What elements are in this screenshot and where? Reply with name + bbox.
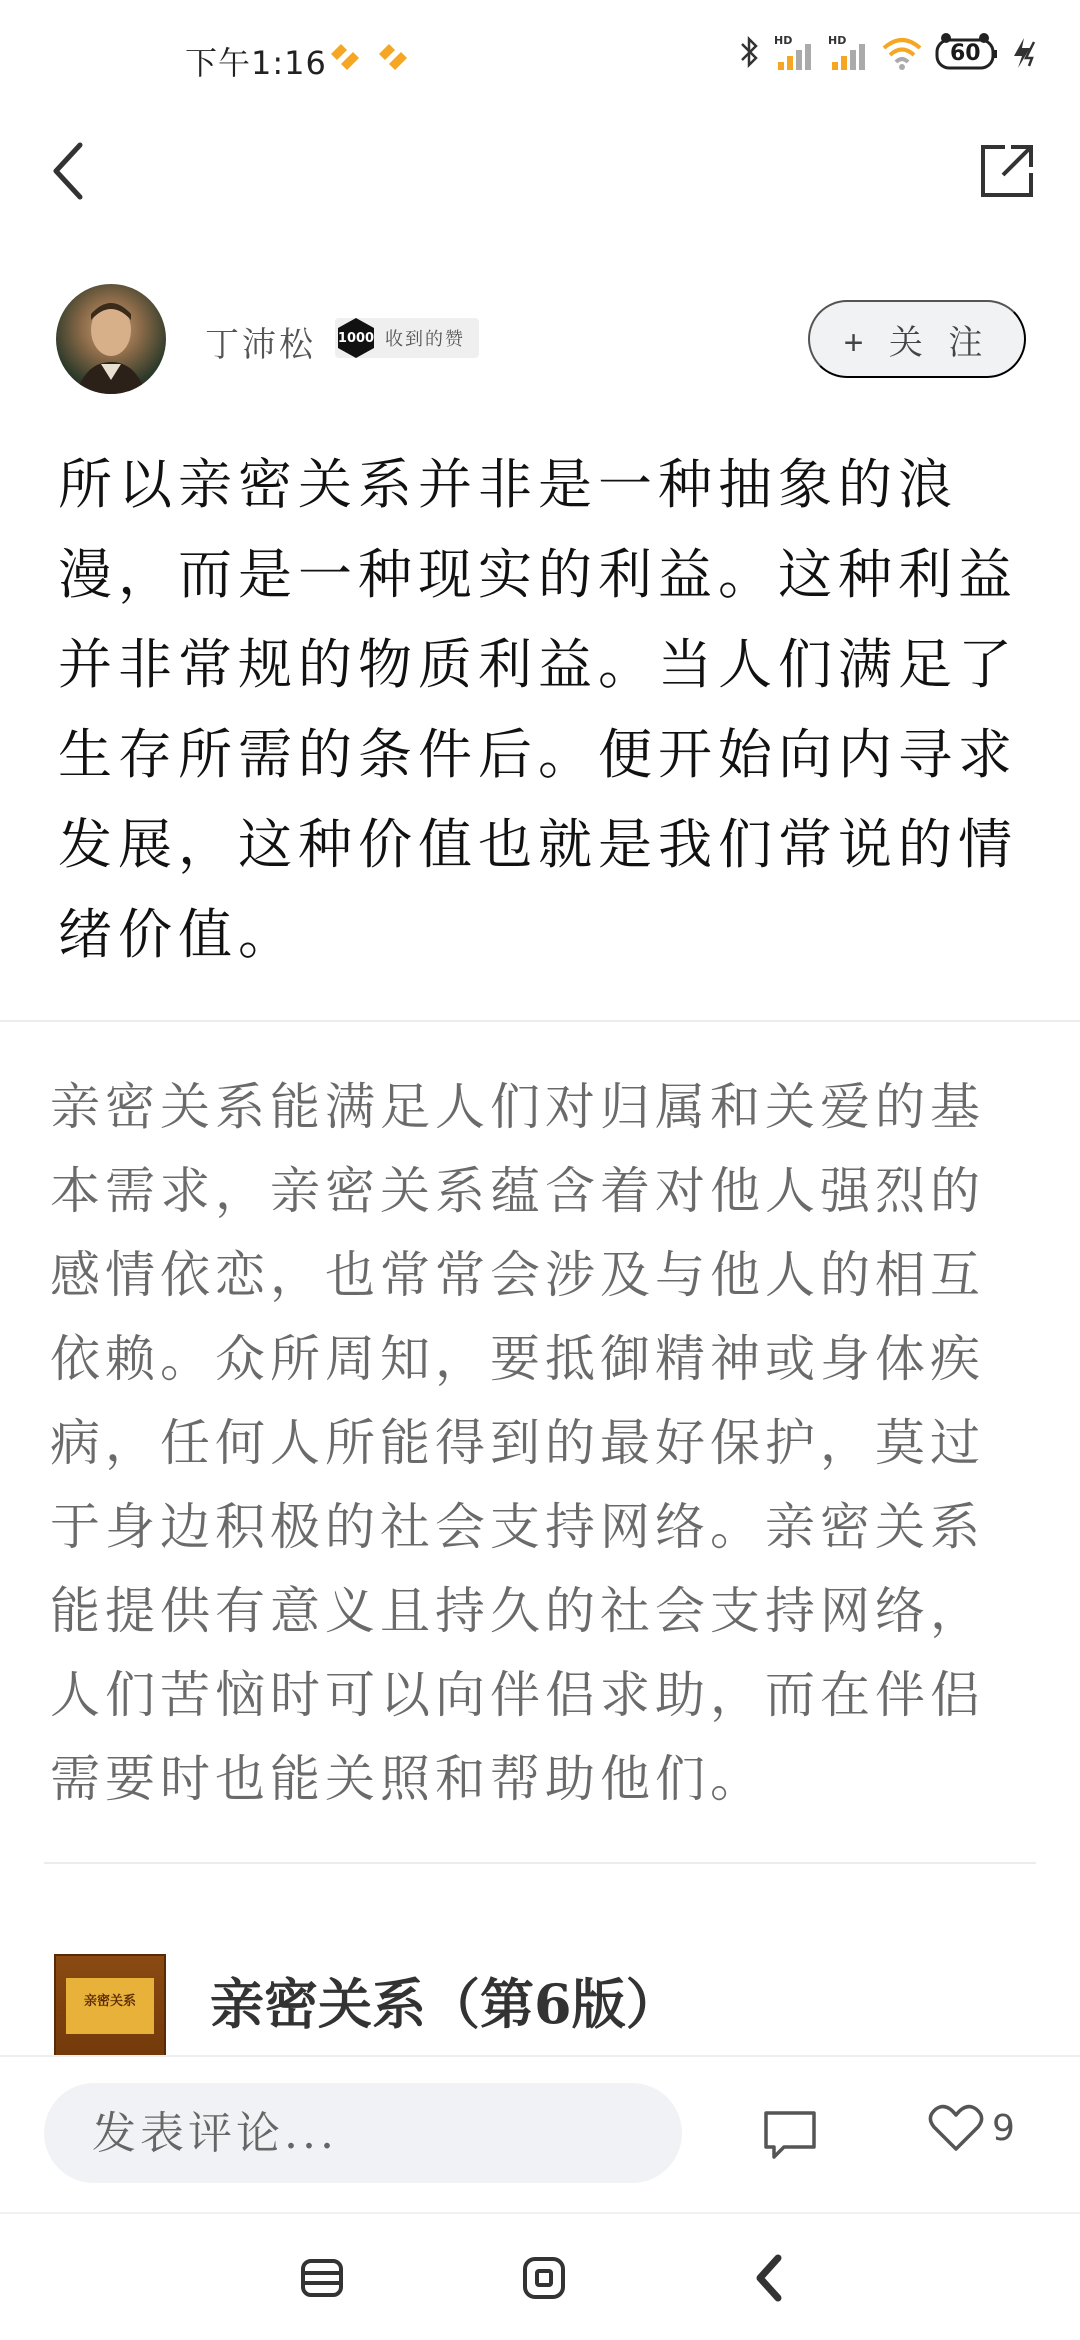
author-row (0, 280, 1080, 400)
post-quote: 所以亲密关系并非是一种抽象的浪漫，而是一种现实的利益。这种利益并非常规的物质利益。当人们满足了生存所需的条件后。便开始向内寻求发展，这种价值也就是我们常说的情绪价值。 (58, 453, 1018, 966)
heart-icon (928, 2103, 984, 2153)
book-title: 亲密关系（第6版） (210, 1972, 680, 2036)
app-notification-icon (325, 40, 365, 74)
battery-level: 60 (950, 41, 981, 66)
back-arrow-icon (48, 141, 88, 201)
signal-icon (772, 32, 816, 72)
back-button[interactable] (40, 136, 96, 206)
comment-icon (762, 2109, 818, 2161)
action-bar (0, 2055, 1080, 2210)
avatar[interactable] (56, 284, 166, 394)
svg-text:HD: HD (774, 34, 793, 47)
system-nav-bar (0, 2212, 1080, 2340)
likes-badge-label: 收到的赞 (385, 329, 465, 350)
system-status-icons (738, 32, 1040, 72)
home-button[interactable] (514, 2248, 574, 2308)
divider (0, 1020, 1080, 1022)
like-button[interactable] (928, 2103, 1015, 2153)
notification-icons (325, 40, 413, 74)
comment-input[interactable] (44, 2083, 682, 2183)
follow-button[interactable]: + 关 注 (808, 300, 1026, 378)
signal-icon (826, 32, 870, 72)
divider (44, 1862, 1036, 1864)
hexagon-badge-icon (335, 317, 377, 359)
book-cover-title: 亲密关系 (83, 1994, 136, 2009)
comment-button[interactable] (760, 2107, 820, 2163)
top-nav (0, 110, 1080, 230)
book-cover (54, 1954, 166, 2060)
menu-icon (300, 2258, 344, 2298)
likes-badge (335, 318, 479, 358)
charging-icon (1010, 32, 1040, 72)
author-name[interactable]: 丁沛松 (205, 325, 316, 365)
avatar-image (56, 284, 166, 394)
bluetooth-icon (738, 32, 762, 72)
system-back-icon (750, 2254, 790, 2302)
svg-text:HD: HD (828, 34, 847, 47)
status-bar (0, 0, 1080, 110)
status-time: 下午1:16 (185, 44, 327, 82)
likes-badge-count: 1000 (337, 330, 375, 346)
share-button[interactable] (974, 138, 1040, 204)
system-back-button[interactable] (740, 2248, 800, 2308)
share-icon (977, 141, 1037, 201)
book-card[interactable] (0, 1950, 1080, 2060)
app-notification-icon (373, 40, 413, 74)
like-count: 9 (992, 2107, 1015, 2149)
wifi-icon (880, 32, 924, 72)
book-excerpt: 亲密关系能满足人们对归属和关爱的基本需求，亲密关系蕴含着对他人强烈的感情依恋，也常常会涉及与他人的相互依赖。众所周知，要抵御精神或身体疾病，任何人所能得到的最好保护，莫过于身边积极的社会支持网络。亲密关系能提供有意义且持久的社会支持网络，人们苦恼时可以向伴侣求助，而在伴侣需要时也能关照和帮助他们。 (50, 1078, 985, 1808)
home-icon (522, 2256, 566, 2300)
battery-icon (934, 32, 1000, 72)
menu-button[interactable] (292, 2248, 352, 2308)
